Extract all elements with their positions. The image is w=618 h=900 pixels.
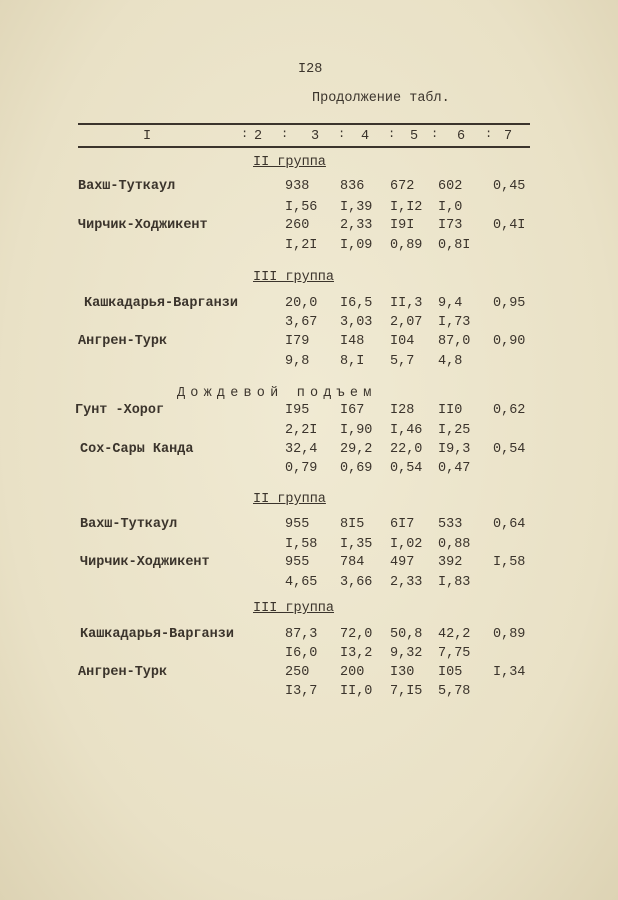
station-name: Ангрен-Турк: [78, 665, 168, 680]
table-cell: I79: [285, 334, 310, 349]
table-cell: I48: [340, 334, 365, 349]
station-name: Чирчик-Ходжикент: [78, 218, 208, 233]
table-cell: 0,95: [493, 296, 526, 311]
table-cell: I,46: [390, 423, 423, 438]
table-cell: 2,2I: [285, 423, 318, 438]
table-cell: 5,78: [438, 684, 471, 699]
table-cell: I04: [390, 334, 415, 349]
table-cell: 8,I: [340, 354, 365, 369]
table-cell: I,56: [285, 200, 318, 215]
table-top-rule: [78, 123, 530, 125]
table-cell: I,2I: [285, 238, 318, 253]
table-cell: I3,7: [285, 684, 318, 699]
table-cell: II,0: [340, 684, 373, 699]
column-header: 3: [311, 129, 320, 144]
table-cell: I,58: [493, 555, 526, 570]
table-cell: 5,7: [390, 354, 415, 369]
table-cell: 200: [340, 665, 365, 680]
table-cell: 672: [390, 179, 415, 194]
table-cell: I3,2: [340, 646, 373, 661]
table-cell: I,25: [438, 423, 471, 438]
table-cell: 3,66: [340, 575, 373, 590]
section-heading: Дождевой подъем: [177, 386, 377, 401]
column-separator: :: [388, 127, 396, 141]
table-cell: 9,8: [285, 354, 310, 369]
table-cell: I,0: [438, 200, 463, 215]
table-cell: 7,I5: [390, 684, 423, 699]
table-cell: 7,75: [438, 646, 471, 661]
table-cell: 20,0: [285, 296, 318, 311]
table-cell: 250: [285, 665, 310, 680]
table-cell: 4,65: [285, 575, 318, 590]
group-heading: II группа: [253, 155, 326, 170]
table-cell: 0,89: [493, 627, 526, 642]
group-heading: III группа: [253, 270, 335, 285]
table-cell: I,09: [340, 238, 373, 253]
table-cell: II0: [438, 403, 463, 418]
table-cell: 0,88: [438, 537, 471, 552]
column-separator: :: [281, 127, 289, 141]
table-cell: 955: [285, 517, 310, 532]
column-separator: :: [241, 127, 249, 141]
table-cell: 9,32: [390, 646, 423, 661]
table-cell: I6,0: [285, 646, 318, 661]
table-cell: 260: [285, 218, 310, 233]
table-cell: 22,0: [390, 442, 423, 457]
station-name: Вахш-Туткаул: [80, 517, 178, 532]
table-cell: 0,64: [493, 517, 526, 532]
column-separator: :: [485, 127, 493, 141]
column-header: 7: [504, 129, 513, 144]
table-cell: 6I7: [390, 517, 415, 532]
column-separator: :: [431, 127, 439, 141]
table-cell: I,58: [285, 537, 318, 552]
table-cell: I,73: [438, 315, 471, 330]
table-cell: 955: [285, 555, 310, 570]
table-cell: 784: [340, 555, 365, 570]
station-name: Сох-Сары Канда: [80, 442, 194, 457]
column-header: I: [143, 129, 152, 144]
table-cell: 497: [390, 555, 415, 570]
table-cell: 3,03: [340, 315, 373, 330]
table-cell: I6,5: [340, 296, 373, 311]
station-name: Чирчик-Ходжикент: [80, 555, 210, 570]
table-cell: 87,0: [438, 334, 471, 349]
table-caption: Продолжение табл.: [312, 91, 450, 106]
table-cell: I,34: [493, 665, 526, 680]
table-cell: I9,3: [438, 442, 471, 457]
table-cell: 0,79: [285, 461, 318, 476]
table-cell: 8I5: [340, 517, 365, 532]
table-cell: 3,67: [285, 315, 318, 330]
table-cell: I05: [438, 665, 463, 680]
table-cell: I30: [390, 665, 415, 680]
table-cell: 87,3: [285, 627, 318, 642]
table-cell: 4,8: [438, 354, 463, 369]
table-cell: I73: [438, 218, 463, 233]
station-name: Вахш-Туткаул: [78, 179, 176, 194]
table-cell: I,02: [390, 537, 423, 552]
table-cell: 0,69: [340, 461, 373, 476]
table-cell: 0,4I: [493, 218, 526, 233]
table-cell: 50,8: [390, 627, 423, 642]
table-cell: 72,0: [340, 627, 373, 642]
column-header: 2: [254, 129, 263, 144]
group-heading: III группа: [253, 601, 335, 616]
table-cell: 2,07: [390, 315, 423, 330]
table-cell: 0,54: [390, 461, 423, 476]
table-cell: 0,62: [493, 403, 526, 418]
table-cell: I95: [285, 403, 310, 418]
table-cell: I28: [390, 403, 415, 418]
table-cell: 32,4: [285, 442, 318, 457]
table-cell: 2,33: [340, 218, 373, 233]
table-cell: 9,4: [438, 296, 463, 311]
table-cell: 392: [438, 555, 463, 570]
table-cell: 836: [340, 179, 365, 194]
column-header: 6: [457, 129, 466, 144]
table-cell: I,39: [340, 200, 373, 215]
table-cell: 0,90: [493, 334, 526, 349]
table-cell: I,90: [340, 423, 373, 438]
table-cell: 0,45: [493, 179, 526, 194]
table-cell: 29,2: [340, 442, 373, 457]
table-cell: I,35: [340, 537, 373, 552]
group-heading: II группа: [253, 492, 326, 507]
table-cell: II,3: [390, 296, 423, 311]
column-separator: :: [338, 127, 346, 141]
table-cell: I67: [340, 403, 365, 418]
table-header-rule: [78, 146, 530, 148]
table-cell: 0,89: [390, 238, 423, 253]
table-cell: 602: [438, 179, 463, 194]
table-cell: I9I: [390, 218, 415, 233]
table-cell: 2,33: [390, 575, 423, 590]
table-cell: I,83: [438, 575, 471, 590]
table-cell: I,I2: [390, 200, 423, 215]
column-header: 5: [410, 129, 419, 144]
station-name: Гунт -Хорог: [75, 403, 165, 418]
column-header: 4: [361, 129, 370, 144]
table-cell: 42,2: [438, 627, 471, 642]
table-cell: 938: [285, 179, 310, 194]
page-number: I28: [298, 62, 323, 77]
station-name: Ангрен-Турк: [78, 334, 168, 349]
table-cell: 0,8I: [438, 238, 471, 253]
table-cell: 533: [438, 517, 463, 532]
station-name: Кашкадарья-Варганзи: [80, 627, 234, 642]
table-cell: 0,54: [493, 442, 526, 457]
table-cell: 0,47: [438, 461, 471, 476]
station-name: Кашкадарья-Варганзи: [84, 296, 238, 311]
